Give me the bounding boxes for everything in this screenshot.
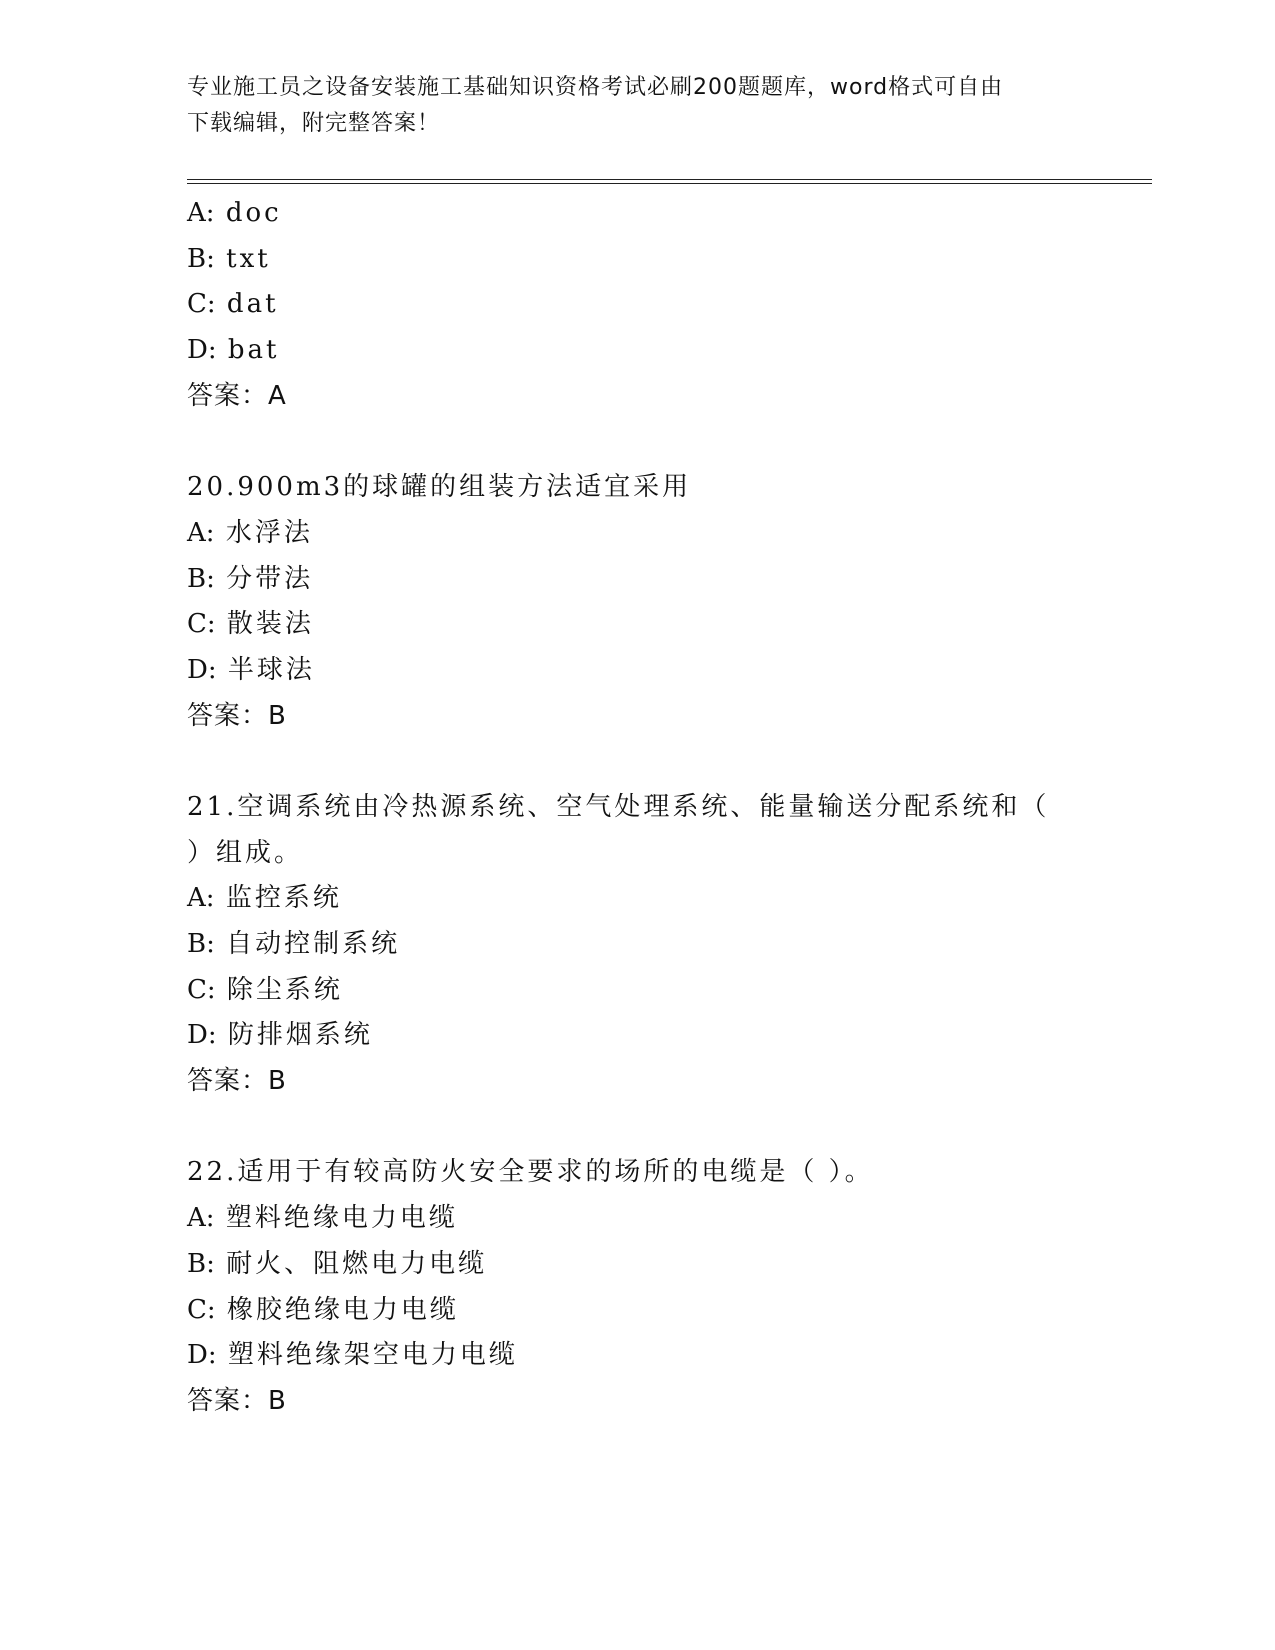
option-text: 橡胶绝缘电力电缆	[226, 1294, 459, 1325]
option-label: C:	[187, 289, 216, 320]
question-title: 20.900m3的球罐的组装方法适宜采用	[187, 472, 692, 503]
option-d	[187, 1333, 1127, 1379]
option-label: A:	[187, 883, 215, 914]
question-block-20	[187, 465, 1127, 739]
option-label: C:	[187, 609, 216, 640]
spacer	[187, 419, 1127, 465]
option-text: 半球法	[227, 654, 315, 685]
option-label: A:	[187, 1203, 215, 1234]
option-text: 水浮法	[225, 517, 313, 548]
header-divider-thick	[187, 183, 1152, 184]
header-line-2: 下载编辑，附完整答案！	[187, 111, 441, 136]
answer-line: 答案：B	[187, 1066, 287, 1097]
option-d	[187, 1013, 1127, 1059]
question-title: 22.适用于有较高防火安全要求的场所的电缆是（ ）。	[187, 1157, 874, 1188]
option-label: D:	[187, 335, 217, 366]
option-text: 分带法	[226, 563, 314, 594]
option-text: 散装法	[226, 609, 314, 640]
option-label: D:	[187, 1020, 217, 1051]
option-c	[187, 602, 1127, 648]
option-a	[187, 1196, 1127, 1242]
option-text: txt	[226, 243, 271, 274]
answer-line: 答案：A	[187, 380, 287, 411]
spacer	[187, 739, 1127, 785]
answer-line: 答案：B	[187, 1385, 287, 1416]
option-label: A:	[187, 517, 215, 548]
option-d	[187, 328, 1127, 374]
option-label: A:	[187, 198, 215, 228]
option-label: B:	[187, 243, 215, 274]
option-text: 自动控制系统	[226, 929, 401, 959]
option-text: 监控系统	[225, 883, 342, 914]
option-label: D:	[187, 654, 217, 685]
option-label: B:	[187, 1248, 215, 1279]
question-list	[187, 191, 1127, 1425]
option-label: B:	[187, 929, 215, 959]
option-c	[187, 968, 1127, 1014]
option-c	[187, 1288, 1127, 1334]
answer-line: 答案：B	[187, 700, 287, 731]
option-a	[187, 191, 1127, 237]
option-label: B:	[187, 563, 215, 594]
question-title: 21.空调系统由冷热源系统、空气处理系统、能量输送分配系统和（	[187, 791, 1050, 822]
option-c	[187, 282, 1127, 328]
option-text: dat	[226, 289, 279, 320]
option-b	[187, 557, 1127, 603]
option-label: C:	[187, 974, 216, 1005]
option-a	[187, 876, 1127, 922]
option-text: 塑料绝缘电力电缆	[225, 1203, 458, 1234]
option-label: D:	[187, 1340, 217, 1371]
spacer	[187, 1105, 1127, 1151]
question-block-prev	[187, 191, 1127, 419]
question-title-continued: ）组成。	[187, 837, 304, 868]
header-line-1: 专业施工员之设备安装施工基础知识资格考试必刷200题题库，word格式可自由	[187, 75, 1004, 100]
option-d	[187, 648, 1127, 694]
header-divider-thin	[187, 179, 1152, 180]
option-a	[187, 511, 1127, 557]
option-text: 塑料绝缘架空电力电缆	[227, 1340, 518, 1371]
option-text: 除尘系统	[226, 974, 343, 1005]
document-header	[187, 70, 1067, 142]
option-text: doc	[225, 198, 282, 228]
option-text: 防排烟系统	[227, 1020, 373, 1051]
option-b	[187, 922, 1127, 968]
option-label: C:	[187, 1294, 216, 1325]
option-text: bat	[227, 335, 280, 366]
option-text: 耐火、阻燃电力电缆	[226, 1248, 488, 1279]
option-b	[187, 237, 1127, 283]
option-b	[187, 1242, 1127, 1288]
question-block-22	[187, 1150, 1127, 1424]
question-block-21	[187, 785, 1127, 1105]
